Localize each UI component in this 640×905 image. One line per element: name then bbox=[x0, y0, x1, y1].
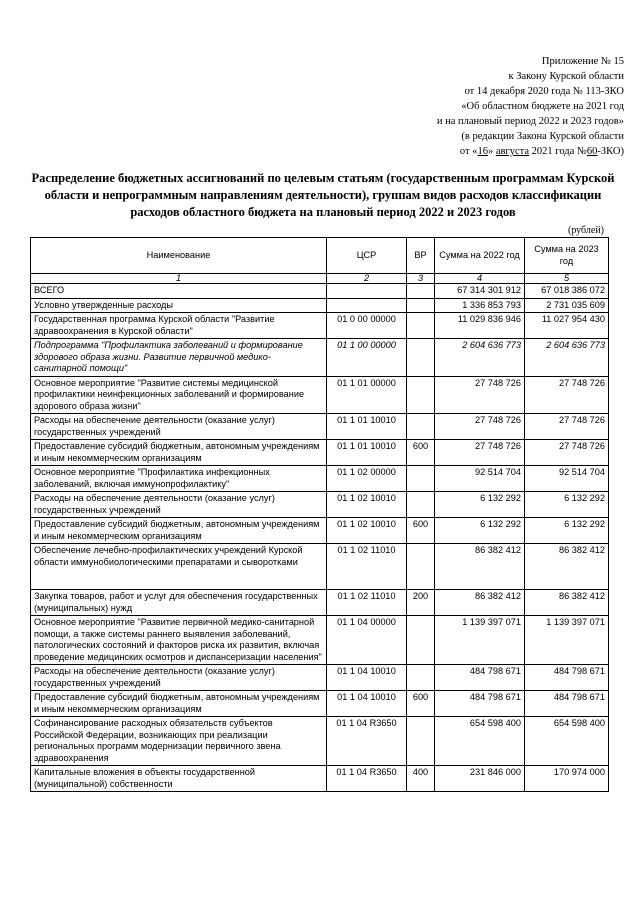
row-csr bbox=[327, 284, 407, 299]
table-row bbox=[31, 466, 609, 492]
appendix-line: «Об областном бюджете на 2021 год bbox=[461, 101, 624, 112]
header-sum-2022: Сумма на 2022 год bbox=[435, 238, 525, 274]
row-name: Основное мероприятие "Развитие системы медицинской профилактики неинфекционных заболеваний и формирование здорового образа жизни" bbox=[31, 376, 327, 414]
header-vr: ВР bbox=[407, 238, 435, 274]
table-header-row bbox=[31, 238, 609, 274]
row-sum-2022: 11 029 836 946 bbox=[435, 313, 525, 339]
row-sum-2022: 92 514 704 bbox=[435, 466, 525, 492]
table-row bbox=[31, 665, 609, 691]
appendix-header bbox=[380, 54, 624, 159]
row-vr bbox=[407, 466, 435, 492]
row-vr: 600 bbox=[407, 518, 435, 544]
row-name: Расходы на обеспечение деятельности (оказание услуг) государственных учреждений bbox=[31, 665, 327, 691]
row-sum-2023: 484 798 671 bbox=[525, 665, 609, 691]
row-csr: 01 1 02 00000 bbox=[327, 466, 407, 492]
row-csr: 01 1 04 R3650 bbox=[327, 766, 407, 792]
table-row bbox=[31, 298, 609, 313]
row-sum-2022: 484 798 671 bbox=[435, 665, 525, 691]
row-sum-2022: 86 382 412 bbox=[435, 544, 525, 590]
row-sum-2022: 2 604 636 773 bbox=[435, 339, 525, 377]
row-sum-2023: 86 382 412 bbox=[525, 544, 609, 590]
row-sum-2022: 27 748 726 bbox=[435, 414, 525, 440]
row-csr: 01 1 04 00000 bbox=[327, 616, 407, 665]
row-sum-2023: 6 132 292 bbox=[525, 492, 609, 518]
row-sum-2023: 6 132 292 bbox=[525, 518, 609, 544]
row-vr: 600 bbox=[407, 691, 435, 717]
row-csr: 01 1 04 R3650 bbox=[327, 717, 407, 766]
appendix-line: к Закону Курской области bbox=[508, 71, 624, 82]
row-sum-2023: 92 514 704 bbox=[525, 466, 609, 492]
row-sum-2022: 27 748 726 bbox=[435, 376, 525, 414]
row-sum-2023: 2 604 636 773 bbox=[525, 339, 609, 377]
row-name: Предоставление субсидий бюджетным, автономным учреждениям и иным некоммерческим организациям bbox=[31, 518, 327, 544]
row-sum-2022: 6 132 292 bbox=[435, 492, 525, 518]
amendment-prefix: от « bbox=[459, 146, 478, 157]
table-row bbox=[31, 440, 609, 466]
row-vr: 200 bbox=[407, 590, 435, 616]
row-vr: 600 bbox=[407, 440, 435, 466]
row-name: ВСЕГО bbox=[31, 284, 327, 299]
row-csr: 01 1 01 10010 bbox=[327, 414, 407, 440]
row-vr bbox=[407, 284, 435, 299]
row-vr bbox=[407, 339, 435, 377]
table-row bbox=[31, 691, 609, 717]
row-csr: 01 1 01 10010 bbox=[327, 440, 407, 466]
amendment-day: 16 bbox=[477, 146, 488, 157]
table-row bbox=[31, 284, 609, 299]
row-vr bbox=[407, 717, 435, 766]
row-name: Условно утвержденные расходы bbox=[31, 298, 327, 313]
table-row bbox=[31, 616, 609, 665]
row-vr: 400 bbox=[407, 766, 435, 792]
row-csr: 01 0 00 00000 bbox=[327, 313, 407, 339]
appendix-amendment-line bbox=[380, 144, 624, 159]
row-sum-2023: 11 027 954 430 bbox=[525, 313, 609, 339]
row-sum-2022: 27 748 726 bbox=[435, 440, 525, 466]
row-sum-2023: 170 974 000 bbox=[525, 766, 609, 792]
index-cell: 4 bbox=[435, 274, 525, 284]
row-csr: 01 1 04 10010 bbox=[327, 691, 407, 717]
unit-label: (рублей) bbox=[567, 225, 604, 236]
row-name: Расходы на обеспечение деятельности (оказание услуг) государственных учреждений bbox=[31, 414, 327, 440]
index-cell: 1 bbox=[31, 274, 327, 284]
row-sum-2022: 484 798 671 bbox=[435, 691, 525, 717]
row-sum-2023: 67 018 386 072 bbox=[525, 284, 609, 299]
document-title: Распределение бюджетных ассигнований по целевым статьям (государственным программам Курской области и непрограммным направлениям деятельности), группам видов расходов классификации расходов областного бюджета на плановый период 2022 и 2023 годов bbox=[31, 171, 615, 219]
row-vr bbox=[407, 492, 435, 518]
index-cell: 5 bbox=[525, 274, 609, 284]
table-row bbox=[31, 339, 609, 377]
amendment-suffix: -ЗКО) bbox=[597, 146, 624, 157]
row-csr: 01 1 02 10010 bbox=[327, 492, 407, 518]
row-vr bbox=[407, 313, 435, 339]
row-csr: 01 1 01 00000 bbox=[327, 376, 407, 414]
amendment-number: 60 bbox=[586, 146, 598, 157]
header-name: Наименование bbox=[31, 238, 327, 274]
row-name: Капитальные вложения в объекты государственной (муниципальной) собственности bbox=[31, 766, 327, 792]
row-name: Закупка товаров, работ и услуг для обеспечения государственных (муниципальных) нужд bbox=[31, 590, 327, 616]
row-name: Предоставление субсидий бюджетным, автономным учреждениям и иным некоммерческим организациям bbox=[31, 440, 327, 466]
amendment-sep: » bbox=[487, 146, 496, 157]
row-csr: 01 1 00 00000 bbox=[327, 339, 407, 377]
row-name: Государственная программа Курской области "Развитие здравоохранения в Курской области" bbox=[31, 313, 327, 339]
table-row bbox=[31, 376, 609, 414]
table-row bbox=[31, 414, 609, 440]
row-vr bbox=[407, 298, 435, 313]
row-csr bbox=[327, 298, 407, 313]
row-csr: 01 1 02 11010 bbox=[327, 590, 407, 616]
index-cell: 2 bbox=[327, 274, 407, 284]
row-sum-2023: 2 731 035 609 bbox=[525, 298, 609, 313]
table-row bbox=[31, 544, 609, 590]
row-vr bbox=[407, 665, 435, 691]
row-sum-2022: 6 132 292 bbox=[435, 518, 525, 544]
table-row bbox=[31, 590, 609, 616]
row-csr: 01 1 02 10010 bbox=[327, 518, 407, 544]
header-csr: ЦСР bbox=[327, 238, 407, 274]
row-sum-2023: 484 798 671 bbox=[525, 691, 609, 717]
row-name: Подпрограмма "Профилактика заболеваний и формирование здорового образа жизни. Развитие первичной медико-санитарной помощи" bbox=[31, 339, 327, 377]
row-name: Софинансирование расходных обязательств субъектов Российской Федерации, возникающих при реализации региональных программ модернизации первичного звена здравоохранения bbox=[31, 717, 327, 766]
row-sum-2022: 67 314 301 912 bbox=[435, 284, 525, 299]
row-sum-2023: 654 598 400 bbox=[525, 717, 609, 766]
appendix-line: и на плановый период 2022 и 2023 годов» bbox=[436, 116, 624, 127]
row-sum-2023: 86 382 412 bbox=[525, 590, 609, 616]
appendix-line: (в редакции Закона Курской области bbox=[461, 131, 624, 142]
row-sum-2023: 1 139 397 071 bbox=[525, 616, 609, 665]
row-sum-2022: 654 598 400 bbox=[435, 717, 525, 766]
row-name: Основное мероприятие "Развитие первичной медико-санитарной помощи, а также системы раннего выявления заболеваний, патологических состояний и факторов риска их развития, включая проведение медицинских осмотров и диспансеризации населения" bbox=[31, 616, 327, 665]
row-vr bbox=[407, 376, 435, 414]
row-sum-2022: 86 382 412 bbox=[435, 590, 525, 616]
appendix-line: от 14 декабря 2020 года № 113-ЗКО bbox=[464, 86, 624, 97]
table-row bbox=[31, 518, 609, 544]
table-row bbox=[31, 492, 609, 518]
row-name: Предоставление субсидий бюджетным, автономным учреждениям и иным некоммерческим организациям bbox=[31, 691, 327, 717]
budget-table bbox=[30, 237, 609, 792]
amendment-year: 2021 года № bbox=[529, 146, 587, 157]
row-vr bbox=[407, 544, 435, 590]
row-name: Обеспечение лечебно-профилактических учреждений Курской области иммунобиологическими препаратами и сыворотками bbox=[31, 544, 327, 590]
table-row bbox=[31, 766, 609, 792]
header-sum-2023: Сумма на 2023 год bbox=[525, 238, 609, 274]
amendment-month: августа bbox=[495, 146, 530, 157]
row-csr: 01 1 02 11010 bbox=[327, 544, 407, 590]
row-sum-2022: 231 846 000 bbox=[435, 766, 525, 792]
table-row bbox=[31, 313, 609, 339]
index-cell: 3 bbox=[407, 274, 435, 284]
table-row bbox=[31, 717, 609, 766]
row-csr: 01 1 04 10010 bbox=[327, 665, 407, 691]
row-vr bbox=[407, 414, 435, 440]
appendix-line: Приложение № 15 bbox=[541, 56, 624, 67]
row-name: Основное мероприятие "Профилактика инфекционных заболеваний, включая иммунопрофилактику" bbox=[31, 466, 327, 492]
row-name: Расходы на обеспечение деятельности (оказание услуг) государственных учреждений bbox=[31, 492, 327, 518]
row-sum-2023: 27 748 726 bbox=[525, 414, 609, 440]
row-sum-2023: 27 748 726 bbox=[525, 440, 609, 466]
row-sum-2022: 1 336 853 793 bbox=[435, 298, 525, 313]
row-vr bbox=[407, 616, 435, 665]
row-sum-2022: 1 139 397 071 bbox=[435, 616, 525, 665]
column-index-row bbox=[31, 274, 609, 284]
row-sum-2023: 27 748 726 bbox=[525, 376, 609, 414]
